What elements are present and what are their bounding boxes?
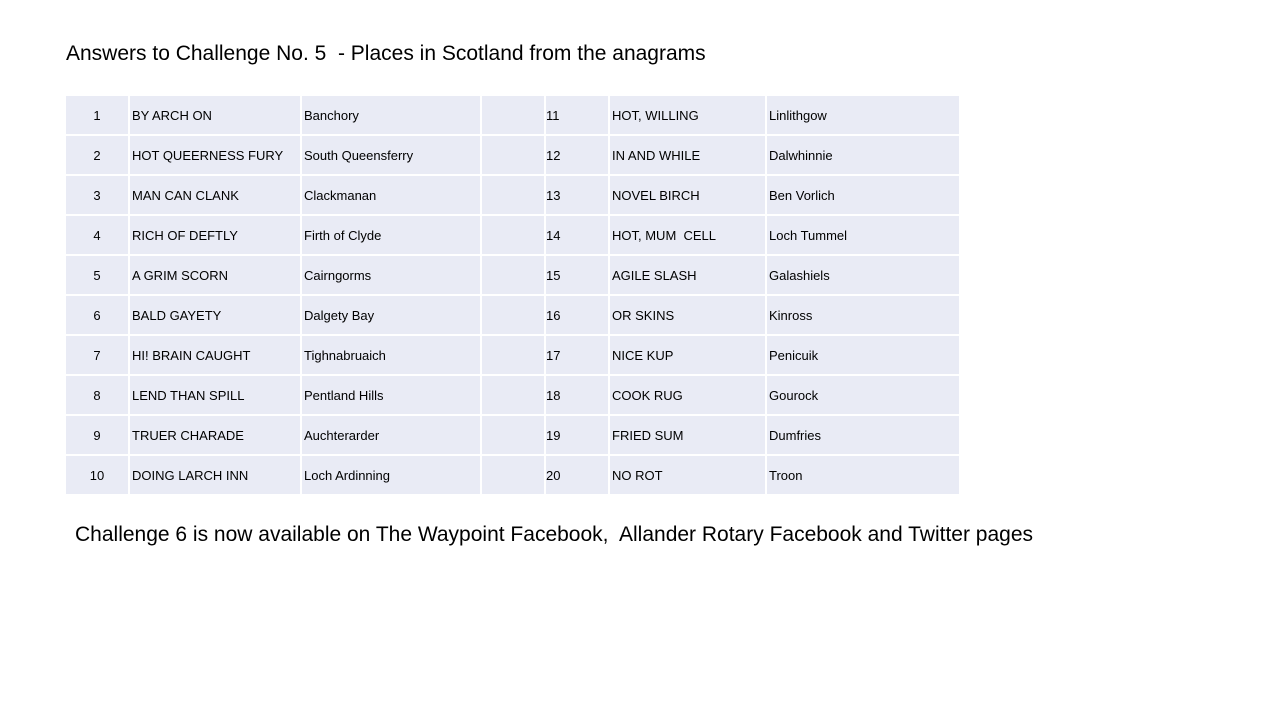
spacer-cell xyxy=(481,295,545,335)
footer-note: Challenge 6 is now available on The Waypoint Facebook, Allander Rotary Facebook and Twitter pages xyxy=(75,523,1034,546)
anagram-number: 13 xyxy=(545,175,609,215)
anagram-clue: MAN CAN CLANK xyxy=(129,175,301,215)
place-answer: Loch Ardinning xyxy=(301,455,481,494)
place-answer: Clackmanan xyxy=(301,175,481,215)
table-row xyxy=(66,215,959,255)
place-answer: Galashiels xyxy=(766,255,959,295)
anagram-number: 10 xyxy=(66,455,129,494)
table-row xyxy=(66,135,959,175)
place-answer: Linlithgow xyxy=(766,96,959,135)
anagram-clue: FRIED SUM xyxy=(609,415,766,455)
place-answer: Dalgety Bay xyxy=(301,295,481,335)
spacer-cell xyxy=(481,96,545,135)
table-row xyxy=(66,335,959,375)
anagram-clue: RICH OF DEFTLY xyxy=(129,215,301,255)
anagram-clue: AGILE SLASH xyxy=(609,255,766,295)
anagram-number: 16 xyxy=(545,295,609,335)
anagram-clue: NICE KUP xyxy=(609,335,766,375)
anagram-number: 8 xyxy=(66,375,129,415)
anagram-clue: COOK RUG xyxy=(609,375,766,415)
anagram-number: 9 xyxy=(66,415,129,455)
anagram-clue: HOT QUEERNESS FURY xyxy=(129,135,301,175)
anagram-clue: HOT, WILLING xyxy=(609,96,766,135)
anagram-number: 6 xyxy=(66,295,129,335)
place-answer: Cairngorms xyxy=(301,255,481,295)
place-answer: Pentland Hills xyxy=(301,375,481,415)
anagram-clue: HOT, MUM CELL xyxy=(609,215,766,255)
anagram-clue: LEND THAN SPILL xyxy=(129,375,301,415)
place-answer: Gourock xyxy=(766,375,959,415)
anagram-clue: TRUER CHARADE xyxy=(129,415,301,455)
place-answer: Firth of Clyde xyxy=(301,215,481,255)
table-row xyxy=(66,295,959,335)
table-row xyxy=(66,415,959,455)
anagram-number: 2 xyxy=(66,135,129,175)
spacer-cell xyxy=(481,135,545,175)
anagram-number: 5 xyxy=(66,255,129,295)
spacer-cell xyxy=(481,215,545,255)
spacer-cell xyxy=(481,375,545,415)
place-answer: Dalwhinnie xyxy=(766,135,959,175)
anagram-clue: BY ARCH ON xyxy=(129,96,301,135)
spacer-cell xyxy=(481,255,545,295)
spacer-cell xyxy=(481,415,545,455)
anagram-number: 17 xyxy=(545,335,609,375)
anagram-number: 4 xyxy=(66,215,129,255)
anagram-clue: BALD GAYETY xyxy=(129,295,301,335)
answers-table xyxy=(66,96,959,494)
anagram-number: 18 xyxy=(545,375,609,415)
place-answer: Banchory xyxy=(301,96,481,135)
anagram-number: 11 xyxy=(545,96,609,135)
spacer-cell xyxy=(481,175,545,215)
anagram-clue: HI! BRAIN CAUGHT xyxy=(129,335,301,375)
anagram-number: 3 xyxy=(66,175,129,215)
spacer-cell xyxy=(481,455,545,494)
anagram-clue: IN AND WHILE xyxy=(609,135,766,175)
answers-table-body xyxy=(66,96,959,494)
anagram-clue: DOING LARCH INN xyxy=(129,455,301,494)
place-answer: Auchterarder xyxy=(301,415,481,455)
table-row xyxy=(66,175,959,215)
anagram-number: 14 xyxy=(545,215,609,255)
table-row xyxy=(66,255,959,295)
page-title: Answers to Challenge No. 5 - Places in Scotland from the anagrams xyxy=(66,42,706,65)
anagram-clue: A GRIM SCORN xyxy=(129,255,301,295)
place-answer: Troon xyxy=(766,455,959,494)
place-answer: Dumfries xyxy=(766,415,959,455)
anagram-number: 19 xyxy=(545,415,609,455)
place-answer: Ben Vorlich xyxy=(766,175,959,215)
anagram-clue: OR SKINS xyxy=(609,295,766,335)
anagram-number: 7 xyxy=(66,335,129,375)
place-answer: Kinross xyxy=(766,295,959,335)
place-answer: Loch Tummel xyxy=(766,215,959,255)
anagram-number: 1 xyxy=(66,96,129,135)
table-row xyxy=(66,455,959,494)
anagram-number: 15 xyxy=(545,255,609,295)
place-answer: South Queensferry xyxy=(301,135,481,175)
spacer-cell xyxy=(481,335,545,375)
place-answer: Penicuik xyxy=(766,335,959,375)
table-row xyxy=(66,96,959,135)
anagram-clue: NOVEL BIRCH xyxy=(609,175,766,215)
anagram-number: 12 xyxy=(545,135,609,175)
anagram-clue: NO ROT xyxy=(609,455,766,494)
place-answer: Tighnabruaich xyxy=(301,335,481,375)
table-row xyxy=(66,375,959,415)
anagram-number: 20 xyxy=(545,455,609,494)
